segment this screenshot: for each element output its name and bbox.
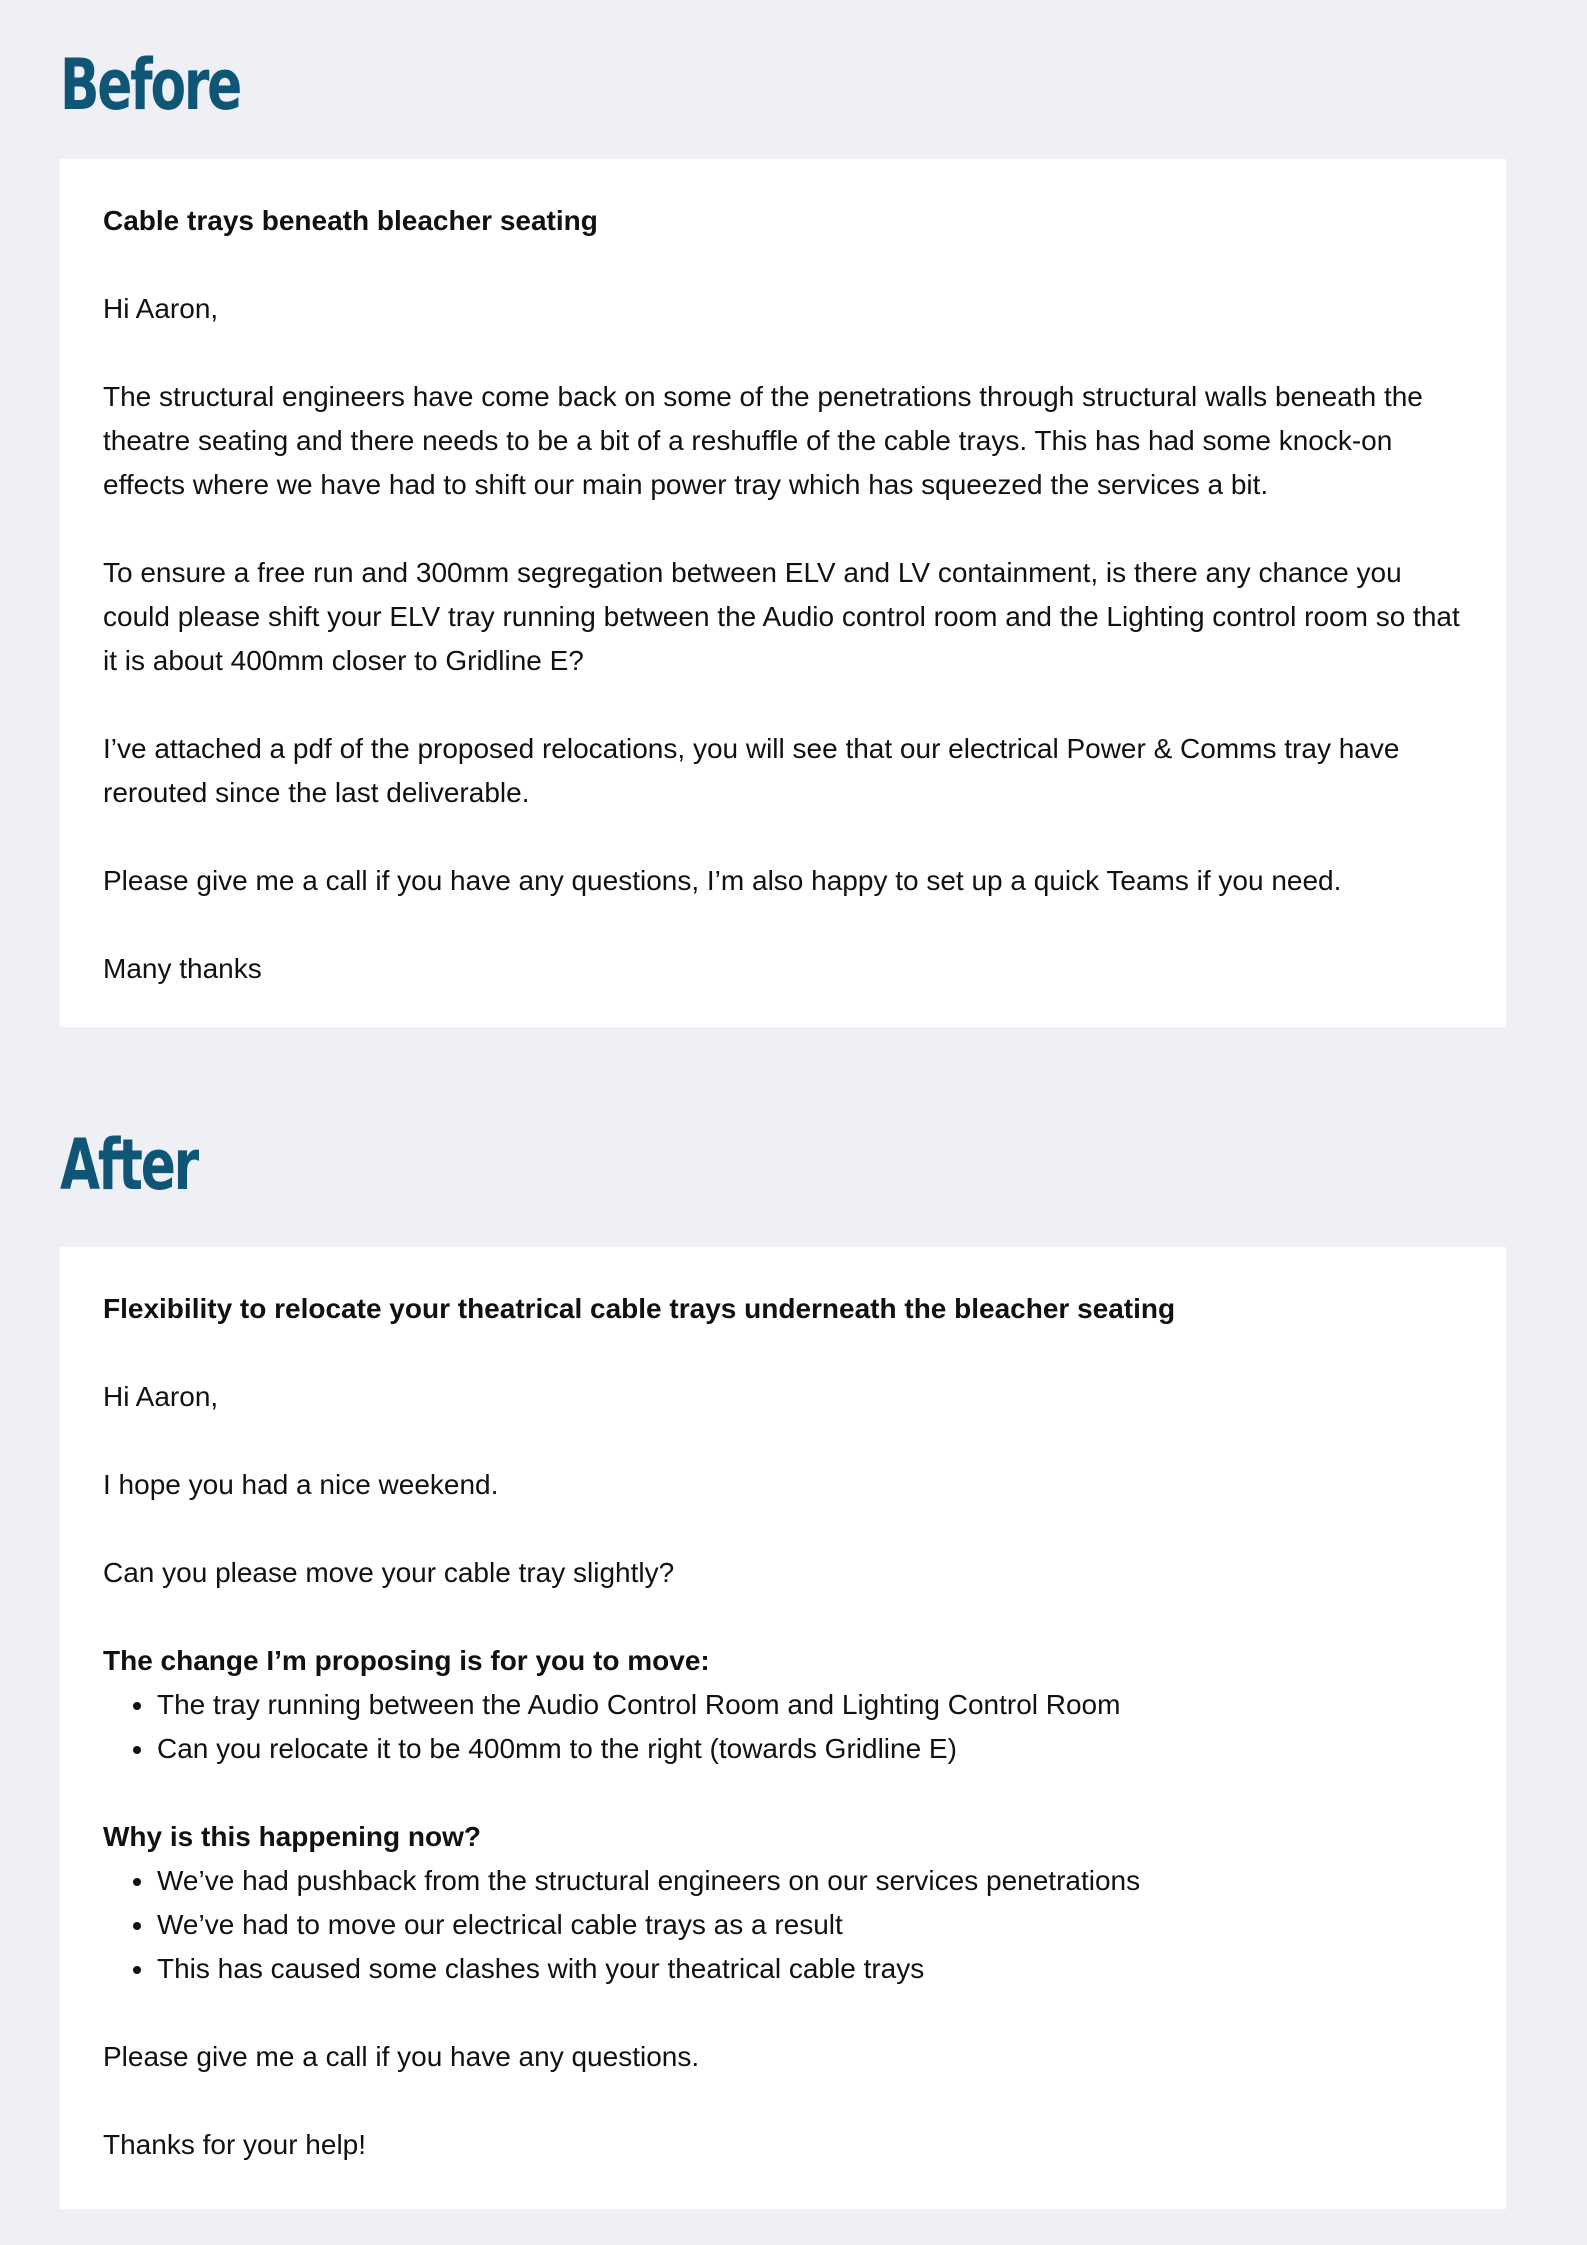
change-heading: The change I’m proposing is for you to move:: [103, 1645, 710, 1676]
why-heading: Why is this happening now?: [103, 1821, 481, 1852]
why-list-item: We’ve had to move our electrical cable trays as a result: [157, 1903, 1463, 1947]
why-list-item: This has caused some clashes with your theatrical cable trays: [157, 1947, 1463, 1991]
after-request: Can you please move your cable tray slightly?: [103, 1557, 675, 1588]
after-greeting: Hi Aaron,: [103, 1381, 219, 1412]
after-email-card: [60, 1247, 1506, 2209]
before-email-card: [60, 159, 1506, 1027]
change-list-item: Can you relocate it to be 400mm to the right (towards Gridline E): [157, 1727, 1463, 1771]
before-heading: Before: [60, 44, 241, 126]
before-signoff: Many thanks: [103, 953, 262, 984]
change-list: [103, 1683, 1463, 1771]
before-paragraph: I’ve attached a pdf of the proposed relocations, you will see that our electrical Power & Comms tray have rerouted since the last deliverable.: [103, 733, 1400, 808]
before-greeting: Hi Aaron,: [103, 293, 219, 324]
before-paragraph: The structural engineers have come back on some of the penetrations through structural walls beneath the theatre seating and there needs to be a bit of a reshuffle of the cable trays. This has had some knock-on effects where we have had to shift our main power tray which has squeezed the services a bit.: [103, 381, 1423, 500]
why-list-item: We’ve had pushback from the structural engineers on our services penetrations: [157, 1859, 1463, 1903]
after-closing: Please give me a call if you have any questions.: [103, 2041, 700, 2072]
after-opening: I hope you had a nice weekend.: [103, 1469, 499, 1500]
before-subject: Cable trays beneath bleacher seating: [103, 205, 598, 236]
before-paragraph: Please give me a call if you have any questions, I’m also happy to set up a quick Teams if you need.: [103, 865, 1342, 896]
change-list-item: The tray running between the Audio Control Room and Lighting Control Room: [157, 1683, 1463, 1727]
after-heading: After: [60, 1124, 197, 1206]
after-subject: Flexibility to relocate your theatrical cable trays underneath the bleacher seating: [103, 1293, 1176, 1324]
before-paragraph: To ensure a free run and 300mm segregation between ELV and LV containment, is there any chance you could please shift your ELV tray running between the Audio control room and the Lighting control room so that it is about 400mm closer to Gridline E?: [103, 557, 1460, 676]
why-list: [103, 1859, 1463, 1991]
after-signoff: Thanks for your help!: [103, 2129, 367, 2160]
